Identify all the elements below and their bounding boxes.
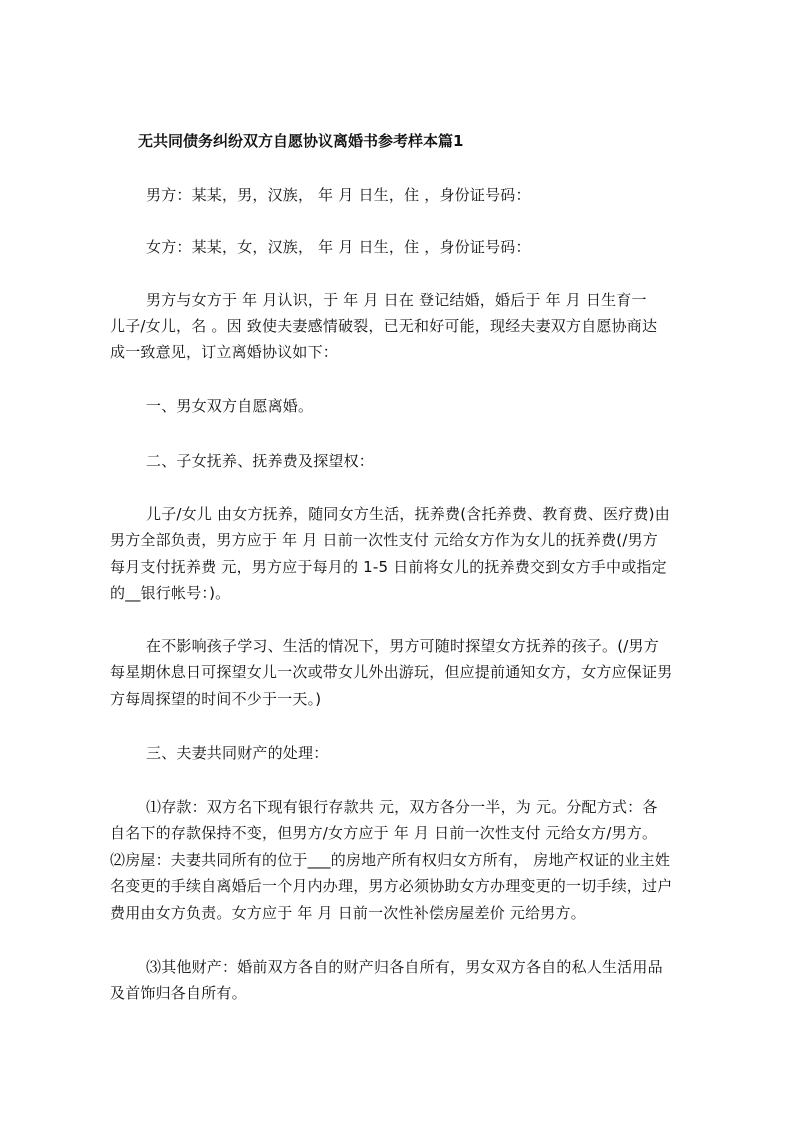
paragraph-line: 成一致意见，订立离婚协议如下：: [110, 343, 339, 361]
paragraph-line: ⑶其他财产：婚前双方各自的财产归各自所有，男女双方各自的私人生活用品: [146, 958, 663, 976]
paragraph-line-woman-info: 女方：某某，女，汉族， 年 月 日生，住 ，身份证号码：: [146, 238, 531, 256]
paragraph-line: 儿子/女儿 由女方抚养，随同女方生活，抚养费(含托养费、教育费、医疗费)由: [146, 505, 670, 523]
paragraph-line-man-info: 男方：某某，男，汉族， 年 月 日生，住 ，身份证号码：: [146, 186, 531, 204]
paragraph-line: 男方与女方于 年 月认识，于 年 月 日在 登记结婚，婚后于 年 月 日生育一: [146, 291, 647, 309]
paragraph-line: 每月支付抚养费 元，男方应于每月的 1-5 日前将女儿的抚养费交到女方手中或指定: [110, 558, 667, 576]
paragraph-line: 儿子/女儿，名 。因 致使夫妻感情破裂，已无和好可能，现经夫妻双方自愿协商达: [110, 317, 658, 335]
paragraph-line: 费用由女方负责。女方应于 年 月 日前一次性补偿房屋差价 元给男方。: [110, 904, 586, 922]
document-title: 无共同债务纠纷双方自愿协议离婚书参考样本篇1: [138, 132, 464, 150]
paragraph-line: 在不影响孩子学习、生活的情况下，男方可随时探望女方抚养的孩子。(/男方: [146, 637, 659, 655]
section-heading-2: 二、子女抚养、抚养费及探望权：: [146, 452, 375, 470]
paragraph-line: ⑴存款：双方名下现有银行存款共 元，双方各分一半，为 元。分配方式：各: [146, 798, 658, 816]
paragraph-line: 的__银行帐号：)。: [110, 584, 231, 602]
section-heading-3: 三、夫妻共同财产的处理：: [146, 744, 329, 762]
paragraph-line: 每星期休息日可探望女儿一次或带女儿外出游玩，但应提前通知女方，女方应保证男: [110, 663, 673, 681]
paragraph-line: 男方全部负责，男方应于 年 月 日前一次性支付 元给女方作为女儿的抚养费(/男方: [110, 531, 658, 549]
paragraph-line: 自名下的存款保持不变，但男方/女方应于 年 月 日前一次性支付 元给女方/男方。: [110, 824, 658, 842]
section-heading-1: 一、男女双方自愿离婚。: [146, 397, 314, 415]
paragraph-line: ⑵房屋：夫妻共同所有的位于___的房地产所有权归女方所有， 房地产权证的业主姓: [110, 851, 671, 869]
paragraph-line: 方每周探望的时间不少于一天。): [110, 690, 322, 708]
paragraph-line: 及首饰归各自所有。: [110, 984, 247, 1002]
paragraph-line: 名变更的手续自离婚后一个月内办理，男方必须协助女方办理变更的一切手续，过户: [110, 877, 673, 895]
